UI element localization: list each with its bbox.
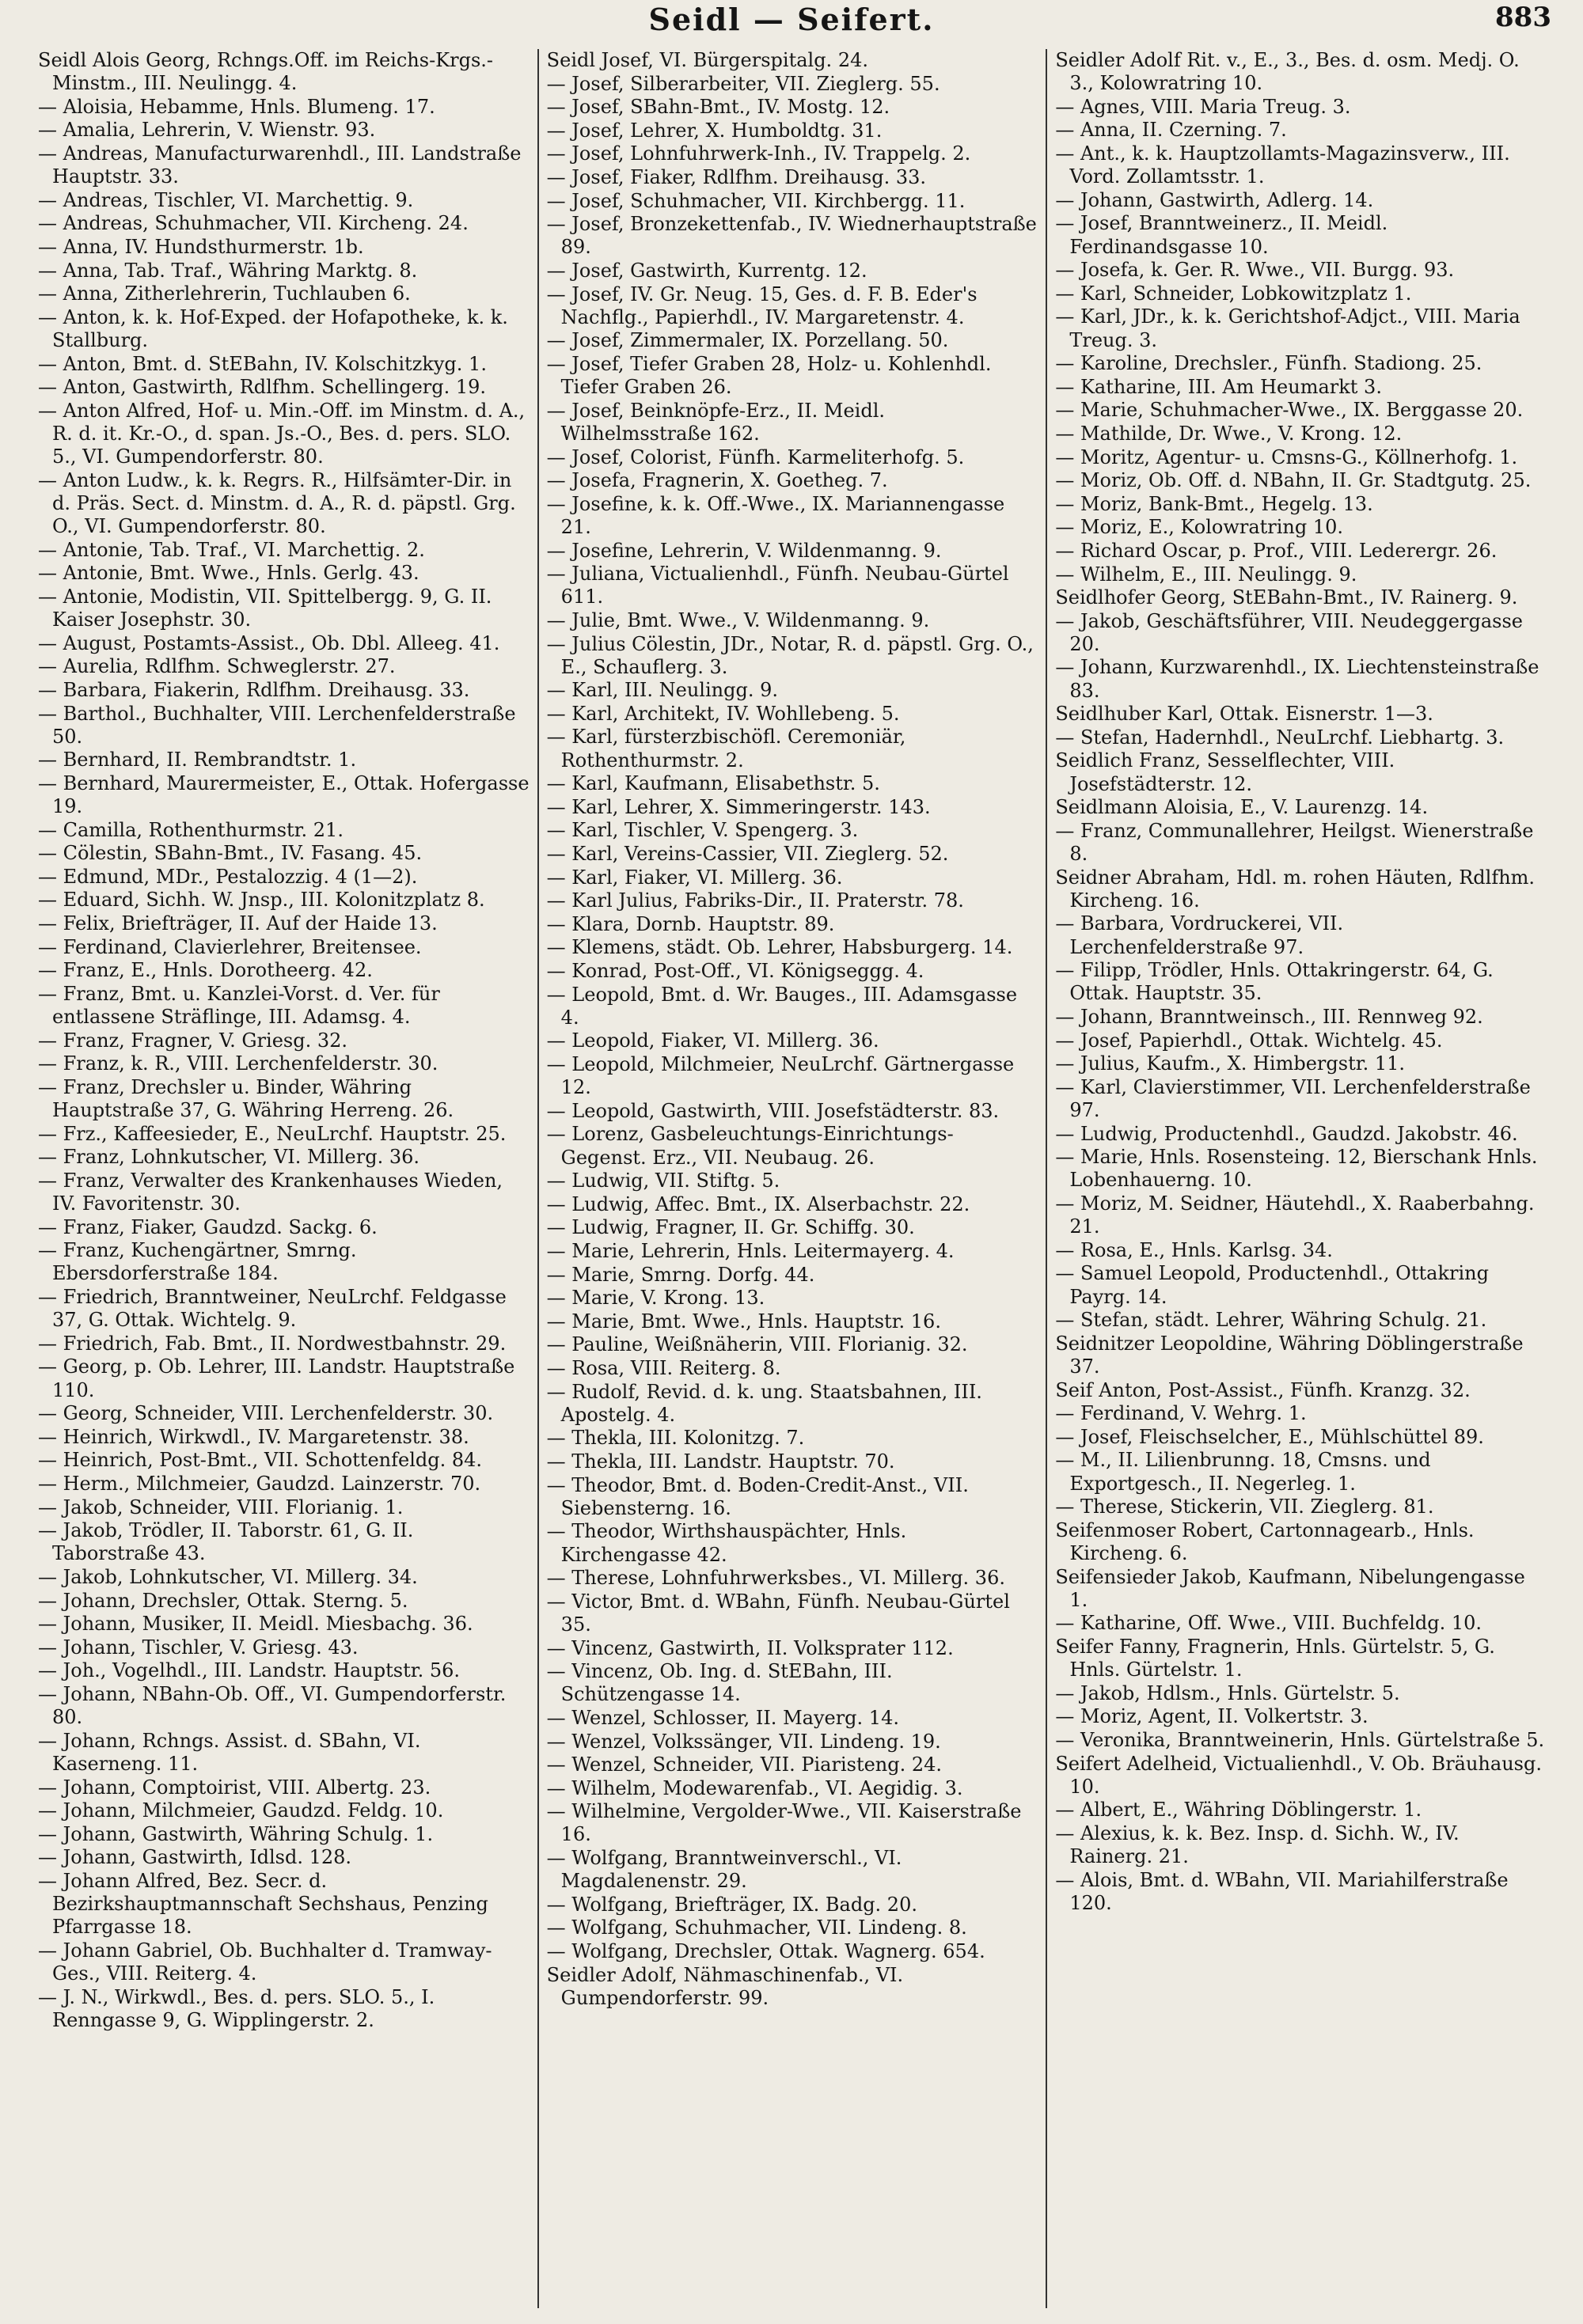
directory-entry: — Friedrich, Fab. Bmt., II. Nordwestbahnstr. 29. — [38, 1332, 507, 1355]
directory-entry: — Moriz, Ob. Off. d. NBahn, II. Gr. Stadtgutg. 25. — [1055, 469, 1532, 492]
directory-entry: — Leopold, Fiaker, VI. Millerg. 36. — [546, 1029, 879, 1052]
directory-entry: — Wolfgang, Drechsler, Ottak. Wagnerg. 654. — [546, 1940, 985, 1963]
directory-entry: — Bernhard, Maurermeister, E., Ottak. Hofergasse 19. — [38, 772, 530, 818]
directory-entry: — Barbara, Vordruckerei, VII. Lerchenfelderstraße 97. — [1055, 912, 1344, 958]
directory-entry: — Frz., Kaffeesieder, E., NeuLrchf. Hauptstr. 25. — [38, 1122, 507, 1145]
directory-entry: — Bernhard, II. Rembrandtstr. 1. — [38, 749, 357, 772]
page-title: Seidl — Seifert. — [648, 2, 935, 37]
directory-entry: — Anna, II. Czerning. 7. — [1055, 119, 1287, 142]
directory-entry: — Anna, IV. Hundsthurmerstr. 1b. — [38, 235, 364, 258]
directory-entry: — Johann Gabriel, Ob. Buchhalter d. Tramway-Ges., VIII. Reiterg. 4. — [38, 1939, 492, 1985]
directory-entry: — Camilla, Rothenthurmstr. 21. — [38, 818, 344, 841]
directory-entry: — Franz, E., Hnls. Dorotheerg. 42. — [38, 959, 373, 982]
column-3 — [1047, 49, 1555, 2308]
directory-columns — [30, 49, 1555, 2308]
directory-entry: — August, Postamts-Assist., Ob. Dbl. Alleeg. 41. — [38, 631, 500, 654]
directory-entry: — Stefan, Hadernhdl., NeuLrchf. Liebhartg. 3. — [1055, 726, 1505, 749]
directory-entry: — Franz, Drechsler u. Binder, Währing Hauptstraße 37, G. Währing Herreng. 26. — [38, 1075, 454, 1122]
directory-entry: — Josef, Papierhdl., Ottak. Wichtelg. 45. — [1055, 1029, 1443, 1052]
directory-entry: — Franz, Kuchengärtner, Smrng. Ebersdorferstraße 184. — [38, 1239, 357, 1285]
directory-entry: — Heinrich, Post-Bmt., VII. Schottenfeldg. 84. — [38, 1449, 483, 1472]
directory-entry: — Jakob, Lohnkutscher, VI. Millerg. 34. — [38, 1565, 418, 1588]
directory-entry: — Moriz, Agent, II. Volkertstr. 3. — [1055, 1705, 1369, 1728]
directory-entry: — Antonie, Bmt. Wwe., Hnls. Gerlg. 43. — [38, 562, 419, 585]
directory-entry: — Josef, Tiefer Graben 28, Holz- u. Kohlenhdl. Tiefer Graben 26. — [546, 352, 992, 399]
directory-entry: — Johann, Kurzwarenhdl., IX. Liechtensteinstraße 83. — [1055, 656, 1539, 702]
directory-entry: — Wilhelm, E., III. Neulingg. 9. — [1055, 563, 1357, 586]
directory-entry: Seidler Adolf Rit. v., E., 3., Bes. d. osm. Medj. O. 3., Kolowratring 10. — [1055, 49, 1520, 95]
directory-entry: — Leopold, Bmt. d. Wr. Bauges., III. Adamsgasse 4. — [546, 983, 1018, 1029]
directory-entry: — Alexius, k. k. Bez. Insp. d. Sichh. W., IV. Rainerg. 21. — [1055, 1822, 1460, 1868]
directory-entry: — Leopold, Milchmeier, NeuLrchf. Gärtnergasse 12. — [546, 1053, 1015, 1099]
directory-entry: — Anton Alfred, Hof- u. Min.-Off. im Minstm. d. A., R. d. it. Kr.-O., d. span. Js.-O., Bes. d. pers. SLO. 5., VI. Gumpendorferstr. 80. — [38, 399, 526, 468]
directory-entry: — Jakob, Trödler, II. Taborstr. 61, G. II. Taborstraße 43. — [38, 1519, 414, 1565]
directory-entry: — Karl, Tischler, V. Spengerg. 3. — [546, 819, 859, 842]
directory-entry: — Edmund, MDr., Pestalozzig. 4 (1—2). — [38, 865, 418, 888]
directory-entry: — Karl Julius, Fabriks-Dir., II. Praterstr. 78. — [546, 889, 964, 912]
directory-entry: — Josef, Lehrer, X. Humboldtg. 31. — [546, 119, 883, 142]
page-number: 883 — [1495, 2, 1551, 33]
directory-entry: — Ant., k. k. Hauptzollamts-Magazinsverw., III. Vord. Zollamtsstr. 1. — [1055, 142, 1510, 188]
directory-entry: — Anton, Gastwirth, Rdlfhm. Schellingerg. 19. — [38, 376, 487, 399]
directory-entry: — Josef, SBahn-Bmt., IV. Mostg. 12. — [546, 96, 890, 119]
directory-entry: — Vincenz, Ob. Ing. d. StEBahn, III. Schützengasse 14. — [546, 1660, 893, 1706]
directory-entry: — Wilhelmine, Vergolder-Wwe., VII. Kaiserstraße 16. — [546, 1800, 1022, 1846]
directory-entry: — Amalia, Lehrerin, V. Wienstr. 93. — [38, 119, 376, 142]
directory-entry: — Franz, Lohnkutscher, VI. Millerg. 36. — [38, 1146, 420, 1169]
directory-entry: — Richard Oscar, p. Prof., VIII. Lederergr. 26. — [1055, 539, 1498, 562]
directory-entry: — Josef, Branntweinerz., II. Meidl. Ferdinandsgasse 10. — [1055, 212, 1388, 258]
directory-entry: — Anton, k. k. Hof-Exped. der Hofapotheke, k. k. Stallburg. — [38, 305, 508, 351]
directory-entry: — Ludwig, Affec. Bmt., IX. Alserbachstr. 22. — [546, 1192, 970, 1215]
directory-entry: — Wenzel, Volkssänger, VII. Lindeng. 19. — [546, 1730, 941, 1753]
directory-entry: — Josefine, Lehrerin, V. Wildenmanng. 9. — [546, 539, 942, 562]
directory-entry: — Franz, Bmt. u. Kanzlei-Vorst. d. Ver. für entlassene Sträflinge, III. Adamsg. 4. — [38, 982, 440, 1029]
directory-entry: — Aloisia, Hebamme, Hnls. Blumeng. 17. — [38, 95, 435, 118]
directory-entry: — Franz, k. R., VIII. Lerchenfelderstr. 30. — [38, 1052, 438, 1075]
directory-entry: — Josef, Beinknöpfe-Erz., II. Meidl. Wilhelmsstraße 162. — [546, 399, 886, 445]
directory-entry: — Thekla, III. Kolonitzg. 7. — [546, 1427, 805, 1450]
directory-entry: — Barbara, Fiakerin, Rdlfhm. Dreihausg. 33. — [38, 678, 470, 701]
directory-entry: — Anna, Tab. Traf., Währing Marktg. 8. — [38, 259, 418, 282]
directory-entry: — Josef, Fleischselcher, E., Mühlschüttel 89. — [1055, 1425, 1484, 1448]
directory-entry: — Andreas, Manufacturwarenhdl., III. Landstraße Hauptstr. 33. — [38, 142, 522, 188]
directory-entry: — Johann, NBahn-Ob. Off., VI. Gumpendorferstr. 80. — [38, 1682, 507, 1729]
directory-entry: Seidlmann Aloisia, E., V. Laurenzg. 14. — [1055, 796, 1429, 819]
directory-entry: — Wolfgang, Briefträger, IX. Badg. 20. — [546, 1893, 917, 1916]
directory-entry: Seidlhofer Georg, StEBahn-Bmt., IV. Rainerg. 9. — [1055, 586, 1518, 609]
directory-entry: — Josefa, Fragnerin, X. Goetheg. 7. — [546, 469, 888, 492]
directory-entry: — M., II. Lilienbrunng. 18, Cmsns. und Exportgesch., II. Negerleg. 1. — [1055, 1449, 1431, 1495]
directory-entry: — Karl, Clavierstimmer, VII. Lerchenfelderstraße 97. — [1055, 1075, 1531, 1122]
directory-entry: — Katharine, III. Am Heumarkt 3. — [1055, 375, 1382, 398]
directory-entry: — Ludwig, Productenhdl., Gaudzd. Jakobstr. 46. — [1055, 1122, 1518, 1145]
directory-entry: — Andreas, Schuhmacher, VII. Kircheng. 24. — [38, 212, 469, 235]
directory-entry: — Karl, fürsterzbischöfl. Ceremoniär, Rothenthurmstr. 2. — [546, 726, 906, 772]
directory-entry: — Johann, Gastwirth, Währing Schulg. 1. — [38, 1822, 434, 1845]
directory-entry: — Karl, Architekt, IV. Wohllebeng. 5. — [546, 702, 900, 725]
directory-entry: — Marie, V. Krong. 13. — [546, 1287, 765, 1310]
directory-entry: — Klara, Dornb. Hauptstr. 89. — [546, 912, 835, 935]
directory-entry: — Wolfgang, Branntweinverschl., VI. Magdalenenstr. 29. — [546, 1847, 902, 1893]
directory-entry: Seidnitzer Leopoldine, Währing Döblingerstraße 37. — [1055, 1332, 1524, 1378]
directory-entry: — Wilhelm, Modewarenfab., VI. Aegidig. 3. — [546, 1776, 963, 1799]
directory-entry: — Alois, Bmt. d. WBahn, VII. Mariahilferstraße 120. — [1055, 1868, 1509, 1914]
directory-entry: — Marie, Hnls. Rosensteing. 12, Bierschank Hnls. Lobenhauerng. 10. — [1055, 1146, 1538, 1192]
directory-entry: — Jakob, Schneider, VIII. Florianig. 1. — [38, 1496, 404, 1518]
directory-entry: — Johann, Gastwirth, Idlsd. 128. — [38, 1846, 352, 1869]
directory-entry: — Moritz, Agentur- u. Cmsns-G., Köllnerhofg. 1. — [1055, 445, 1518, 468]
directory-entry: — Karl, III. Neulingg. 9. — [546, 679, 778, 702]
directory-entry: Seidlich Franz, Sesselflechter, VIII. Josefstädterstr. 12. — [1055, 749, 1395, 795]
directory-entry: — Samuel Leopold, Productenhdl., Ottakring Payrg. 14. — [1055, 1262, 1489, 1308]
directory-entry: — Juliana, Victualienhdl., Fünfh. Neubau-Gürtel 611. — [546, 563, 1009, 608]
directory-entry: — Lorenz, Gasbeleuchtungs-Einrichtungs-Gegenst. Erz., VII. Neubaug. 26. — [546, 1123, 954, 1169]
directory-entry: — Rudolf, Revid. d. k. ung. Staatsbahnen, III. Apostelg. 4. — [546, 1380, 982, 1426]
directory-entry: — Therese, Lohnfuhrwerksbes., VI. Millerg. 36. — [546, 1567, 1005, 1590]
directory-entry: — Katharine, Off. Wwe., VIII. Buchfeldg. 10. — [1055, 1612, 1482, 1635]
directory-entry: — Franz, Communallehrer, Heilgst. Wienerstraße 8. — [1055, 819, 1534, 866]
directory-entry: — Josef, IV. Gr. Neug. 15, Ges. d. F. B. Eder's Nachflg., Papierhdl., IV. Margaretenstr. 4. — [546, 282, 978, 328]
directory-entry: — Stefan, städt. Lehrer, Währing Schulg. 21. — [1055, 1309, 1487, 1332]
directory-entry: — Josef, Bronzekettenfab., IV. Wiednerhauptstraße 89. — [546, 213, 1037, 259]
directory-entry: — Franz, Verwalter des Krankenhauses Wieden, IV. Favoritenstr. 30. — [38, 1169, 503, 1215]
directory-entry: — Thekla, III. Landstr. Hauptstr. 70. — [546, 1450, 895, 1473]
directory-entry: — Josef, Silberarbeiter, VII. Zieglerg. 55. — [546, 72, 940, 95]
directory-entry: — Albert, E., Währing Döblingerstr. 1. — [1055, 1799, 1422, 1822]
directory-entry: — Antonie, Modistin, VII. Spittelbergg. 9, G. II. Kaiser Josephstr. 30. — [38, 585, 492, 631]
directory-entry: Seidlhuber Karl, Ottak. Eisnerstr. 1—3. — [1055, 703, 1433, 726]
directory-entry: — Barthol., Buchhalter, VIII. Lerchenfelderstraße 50. — [38, 702, 516, 748]
directory-entry: — Konrad, Post-Off., VI. Königseggg. 4. — [546, 960, 924, 983]
directory-entry: — Wenzel, Schlosser, II. Mayerg. 14. — [546, 1706, 899, 1729]
directory-entry: — Ludwig, VII. Stiftg. 5. — [546, 1170, 780, 1192]
directory-entry: — Johann, Rchngs. Assist. d. SBahn, VI. Kaserneng. 11. — [38, 1729, 421, 1775]
directory-entry: — Jakob, Hdlsm., Hnls. Gürtelstr. 5. — [1055, 1681, 1400, 1704]
directory-entry: — Johann, Gastwirth, Adlerg. 14. — [1055, 188, 1374, 211]
directory-entry: Seif Anton, Post-Assist., Fünfh. Kranzg. 32. — [1055, 1378, 1471, 1401]
directory-entry: — Marie, Lehrerin, Hnls. Leitermayerg. 4. — [546, 1239, 955, 1262]
directory-entry: — Theodor, Wirthshauspächter, Hnls. Kirchengasse 42. — [546, 1520, 907, 1566]
directory-entry: — Veronika, Branntweinerin, Hnls. Gürtelstraße 5. — [1055, 1728, 1545, 1751]
directory-entry: — Josef, Schuhmacher, VII. Kirchbergg. 11. — [546, 189, 966, 212]
directory-entry: Seidler Adolf, Nähmaschinenfab., VI. Gumpendorferstr. 99. — [546, 1963, 904, 2009]
directory-entry: — Klemens, städt. Ob. Lehrer, Habsburgerg. 14. — [546, 936, 1013, 959]
directory-entry: — Cölestin, SBahn-Bmt., IV. Fasang. 45. — [38, 842, 423, 865]
page-header — [0, 0, 1583, 49]
directory-entry: — Josef, Lohnfuhrwerk-Inh., IV. Trappelg. 2. — [546, 142, 971, 165]
directory-entry: — J. N., Wirkwdl., Bes. d. pers. SLO. 5., I. Renngasse 9, G. Wipplingerstr. 2. — [38, 1985, 435, 2031]
directory-entry: — Ferdinand, V. Wehrg. 1. — [1055, 1402, 1307, 1425]
directory-entry: — Agnes, VIII. Maria Treug. 3. — [1055, 95, 1351, 118]
directory-entry: — Karl, Vereins-Cassier, VII. Zieglerg. 52. — [546, 843, 949, 866]
directory-entry: — Julius Cölestin, JDr., Notar, R. d. päpstl. Grg. O., E., Schauflerg. 3. — [546, 632, 1034, 678]
directory-entry: Seifert Adelheid, Victualienhdl., V. Ob. Bräuhausg. 10. — [1055, 1752, 1542, 1798]
directory-entry: — Victor, Bmt. d. WBahn, Fünfh. Neubau-Gürtel 35. — [546, 1590, 1010, 1636]
directory-entry: — Rosa, E., Hnls. Karlsg. 34. — [1055, 1238, 1333, 1261]
directory-entry: — Johann, Tischler, V. Griesg. 43. — [38, 1636, 359, 1659]
column-1 — [30, 49, 539, 2308]
directory-entry: — Georg, Schneider, VIII. Lerchenfelderstr. 30. — [38, 1402, 494, 1425]
directory-entry: — Franz, Fiaker, Gaudzd. Sackg. 6. — [38, 1215, 378, 1238]
directory-entry: — Karl, Schneider, Lobkowitzplatz 1. — [1055, 282, 1412, 305]
directory-entry: — Therese, Stickerin, VII. Zieglerg. 81. — [1055, 1496, 1434, 1518]
directory-entry: — Moriz, Bank-Bmt., Hegelg. 13. — [1055, 492, 1373, 515]
directory-entry: — Theodor, Bmt. d. Boden-Credit-Anst., VII. Siebensterng. 16. — [546, 1473, 969, 1519]
directory-entry: — Karl, Lehrer, X. Simmeringerstr. 143. — [546, 795, 931, 818]
directory-entry: Seidl Josef, VI. Bürgerspitalg. 24. — [546, 49, 868, 71]
directory-entry: — Josefa, k. Ger. R. Wwe., VII. Burgg. 93. — [1055, 259, 1455, 282]
directory-entry: Seifenmoser Robert, Cartonnagearb., Hnls. Kircheng. 6. — [1055, 1518, 1475, 1564]
directory-entry: — Josef, Fiaker, Rdlfhm. Dreihausg. 33. — [546, 165, 927, 188]
directory-entry: — Josef, Colorist, Fünfh. Karmeliterhofg. 5. — [546, 445, 965, 468]
directory-entry: — Josef, Gastwirth, Kurrentg. 12. — [546, 259, 867, 282]
column-2 — [539, 49, 1048, 2308]
directory-entry: — Moriz, E., Kolowratring 10. — [1055, 516, 1344, 539]
directory-entry: — Johann, Milchmeier, Gaudzd. Feldg. 10. — [38, 1799, 444, 1822]
directory-entry: — Karl, Fiaker, VI. Millerg. 36. — [546, 866, 843, 889]
directory-entry: — Wenzel, Schneider, VII. Piaristeng. 24. — [546, 1753, 943, 1776]
directory-entry: — Julie, Bmt. Wwe., V. Wildenmanng. 9. — [546, 608, 930, 631]
directory-entry: — Franz, Fragner, V. Griesg. 32. — [38, 1029, 347, 1052]
directory-entry: — Wolfgang, Schuhmacher, VII. Lindeng. 8. — [546, 1916, 967, 1939]
directory-entry: — Antonie, Tab. Traf., VI. Marchettig. 2. — [38, 538, 425, 561]
directory-entry: — Rosa, VIII. Reiterg. 8. — [546, 1356, 781, 1379]
directory-entry: — Pauline, Weißnäherin, VIII. Florianig. 32. — [546, 1333, 968, 1356]
directory-entry: — Johann, Drechsler, Ottak. Sterng. 5. — [38, 1589, 408, 1612]
directory-entry: — Mathilde, Dr. Wwe., V. Krong. 12. — [1055, 422, 1403, 445]
directory-entry: — Joh., Vogelhdl., III. Landstr. Hauptstr. 56. — [38, 1659, 460, 1682]
directory-entry: — Eduard, Sichh. W. Jnsp., III. Kolonitzplatz 8. — [38, 889, 485, 912]
directory-entry: — Karl, JDr., k. k. Gerichtshof-Adjct., VIII. Maria Treug. 3. — [1055, 305, 1520, 351]
directory-entry: — Heinrich, Wirkwdl., IV. Margaretenstr. 38. — [38, 1425, 469, 1448]
directory-entry: — Ferdinand, Clavierlehrer, Breitensee. — [38, 935, 422, 958]
directory-entry: — Georg, p. Ob. Lehrer, III. Landstr. Hauptstraße 110. — [38, 1355, 515, 1401]
directory-entry: — Filipp, Trödler, Hnls. Ottakringerstr. 64, G. Ottak. Hauptstr. 35. — [1055, 959, 1494, 1005]
directory-entry: — Anton, Bmt. d. StEBahn, IV. Kolschitzkyg. 1. — [38, 352, 487, 375]
directory-entry: — Johann, Comptoirist, VIII. Albertg. 23. — [38, 1776, 431, 1799]
directory-entry: — Leopold, Gastwirth, VIII. Josefstädterstr. 83. — [546, 1099, 1000, 1122]
directory-entry: Seidner Abraham, Hdl. m. rohen Häuten, Rdlfhm. Kircheng. 16. — [1055, 866, 1536, 912]
directory-entry: Seifensieder Jakob, Kaufmann, Nibelungengasse 1. — [1055, 1565, 1525, 1611]
directory-entry: — Jakob, Geschäftsführer, VIII. Neudeggergasse 20. — [1055, 609, 1523, 655]
directory-entry: — Johann, Branntweinsch., III. Rennweg 92. — [1055, 1006, 1483, 1029]
directory-entry: — Ludwig, Fragner, II. Gr. Schiffg. 30. — [546, 1216, 915, 1239]
directory-entry: — Andreas, Tischler, VI. Marchettig. 9. — [38, 188, 414, 211]
directory-entry: — Moriz, M. Seidner, Häutehdl., X. Raaberbahng. 21. — [1055, 1192, 1535, 1238]
directory-entry: — Johann, Musiker, II. Meidl. Miesbachg. 36. — [38, 1613, 473, 1636]
directory-entry: — Julius, Kaufm., X. Himbergstr. 11. — [1055, 1052, 1405, 1075]
directory-entry: Seifer Fanny, Fragnerin, Hnls. Gürtelstr. 5, G. Hnls. Gürtelstr. 1. — [1055, 1635, 1495, 1681]
directory-entry: — Josefine, k. k. Off.-Wwe., IX. Mariannengasse 21. — [546, 492, 1005, 538]
directory-entry: — Marie, Smrng. Dorfg. 44. — [546, 1263, 815, 1286]
directory-entry: — Karoline, Drechsler., Fünfh. Stadiong. 25. — [1055, 352, 1482, 375]
directory-entry: — Marie, Schuhmacher-Wwe., IX. Berggasse 20. — [1055, 399, 1524, 422]
directory-entry: — Herm., Milchmeier, Gaudzd. Lainzerstr. 70. — [38, 1472, 481, 1495]
directory-entry: — Felix, Briefträger, II. Auf der Haide 13. — [38, 912, 438, 935]
directory-entry: Seidl Alois Georg, Rchngs.Off. im Reichs-Krgs.-Minstm., III. Neulingg. 4. — [38, 49, 494, 95]
directory-entry: — Karl, Kaufmann, Elisabethstr. 5. — [546, 772, 880, 795]
directory-entry: — Anton Ludw., k. k. Regrs. R., Hilfsämter-Dir. in d. Präs. Sect. d. Minstm. d. A., R. d. päpstl. Grg. O., VI. Gumpendorferstr. 80. — [38, 468, 516, 538]
directory-entry: — Johann Alfred, Bez. Secr. d. Bezirkshauptmannschaft Sechshaus, Penzing Pfarrgasse 18. — [38, 1869, 488, 1939]
directory-entry: — Anna, Zitherlehrerin, Tuchlauben 6. — [38, 282, 411, 305]
directory-entry: — Aurelia, Rdlfhm. Schweglerstr. 27. — [38, 655, 396, 678]
directory-entry: — Marie, Bmt. Wwe., Hnls. Hauptstr. 16. — [546, 1310, 941, 1333]
directory-entry: — Vincenz, Gastwirth, II. Volksprater 112. — [546, 1636, 954, 1659]
directory-entry: — Josef, Zimmermaler, IX. Porzellang. 50. — [546, 329, 949, 352]
directory-entry: — Friedrich, Branntweiner, NeuLrchf. Feldgasse 37, G. Ottak. Wichtelg. 9. — [38, 1286, 507, 1332]
